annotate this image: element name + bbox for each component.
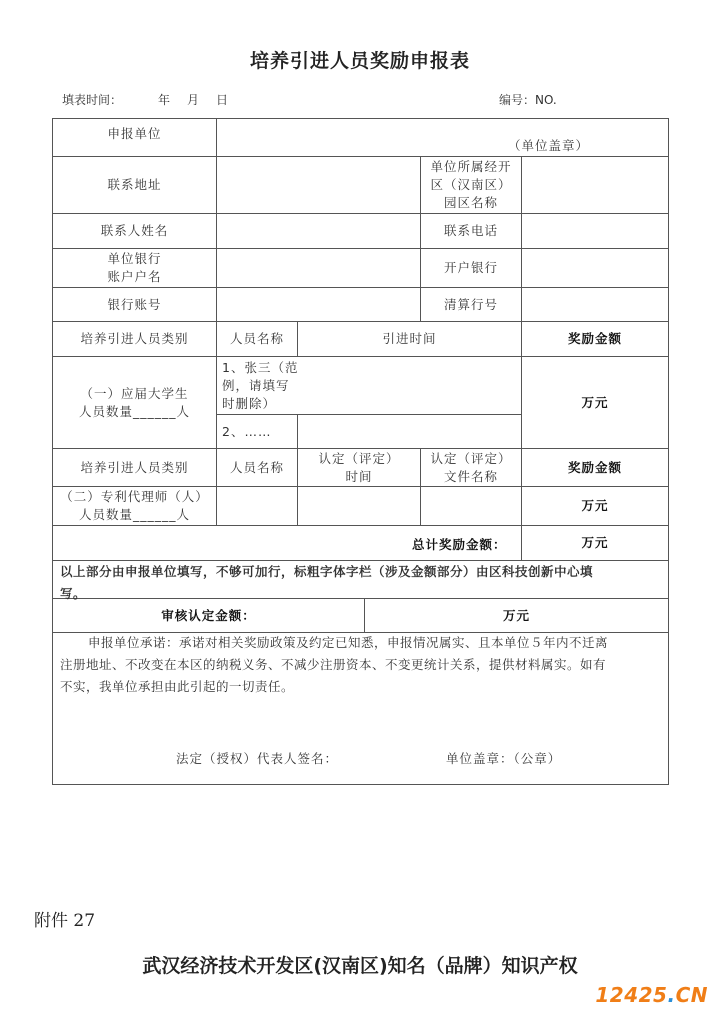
fill-note: 以上部分由申报单位填写，不够可加行，标粗字体字栏（涉及金额部分）由区科技创新中心填 写。 (60, 564, 594, 601)
unit-seal-hint: （单位盖章） (508, 138, 590, 153)
park-name-label: 单位所属经开 区（汉南区） 园区名称 (430, 159, 512, 210)
contact-address-label: 联系地址 (107, 177, 162, 192)
person-name-header: 人员名称 (229, 331, 284, 346)
bank-label: 开户银行 (443, 260, 498, 275)
clearing-number-label: 清算行号 (443, 296, 498, 312)
total-reward-unit: 万元 (581, 535, 609, 550)
category-header-2: 培养引进人员类别 (80, 459, 189, 475)
day-label: 日 (216, 93, 229, 107)
second-entry: 2、…… (222, 423, 272, 439)
fill-time-label: 填表时间： (62, 93, 123, 107)
audit-amount-label: 审核认定金额： (161, 607, 256, 623)
cert-doc-header: 认定（评定） 文件名称 (430, 450, 512, 484)
next-form-title: 武汉经济技术开发区(汉南区)知名（品牌）知识产权 (142, 955, 578, 977)
contact-name-label: 联系人姓名 (100, 223, 169, 238)
attachment-label: 附件 27 (34, 911, 96, 931)
person-name-header-2: 人员名称 (229, 459, 284, 475)
month-label: 月 (187, 93, 200, 107)
legal-signature-label: 法定（授权）代表人签名： (176, 751, 339, 766)
category-header: 培养引进人员类别 (80, 331, 189, 346)
unit-seal-label: 单位盖章：（公章） (446, 751, 562, 766)
reward-1-unit: 万元 (581, 394, 609, 410)
category-2-label: （二）专利代理师（人） 人员数量______人 (60, 489, 209, 522)
reward-amount-header: 奖励金额 (567, 331, 622, 346)
contact-phone-label: 联系电话 (443, 223, 498, 238)
site-watermark: 12425.CN (595, 983, 708, 1007)
year-label: 年 (158, 93, 171, 107)
cert-time-header: 认定（评定） 时间 (318, 450, 400, 484)
account-number-label: 银行账号 (107, 296, 162, 312)
intro-time-header: 引进时间 (382, 331, 437, 346)
audit-amount-unit: 万元 (502, 607, 530, 623)
serial-number-label: 编号：NO. (499, 93, 557, 107)
form-title: 培养引进人员奖励申报表 (249, 50, 470, 72)
reward-amount-header-2: 奖励金额 (567, 459, 622, 475)
bank-account-name-label: 单位银行 账户户名 (107, 251, 162, 284)
category-1-label: （一）应届大学生 人员数量______人 (78, 385, 190, 419)
reward-2-unit: 万元 (581, 498, 609, 513)
applicant-unit-label: 申报单位 (107, 126, 162, 141)
example-entry: 1、张三（范 例，请填写 时删除） (222, 359, 299, 411)
commitment-text: 申报单位承诺：承诺对相关奖励政策及约定已知悉，申报情况属实、且本单位５年内不迁离 注册地址、不改变在本区的纳税义务、不减少注册资本、不变更统计关系，提供材料属实。如有 不实，我单位承担由此引起的一切责任。 (60, 635, 609, 694)
total-reward-label: 总计奖励金额： (412, 537, 507, 552)
